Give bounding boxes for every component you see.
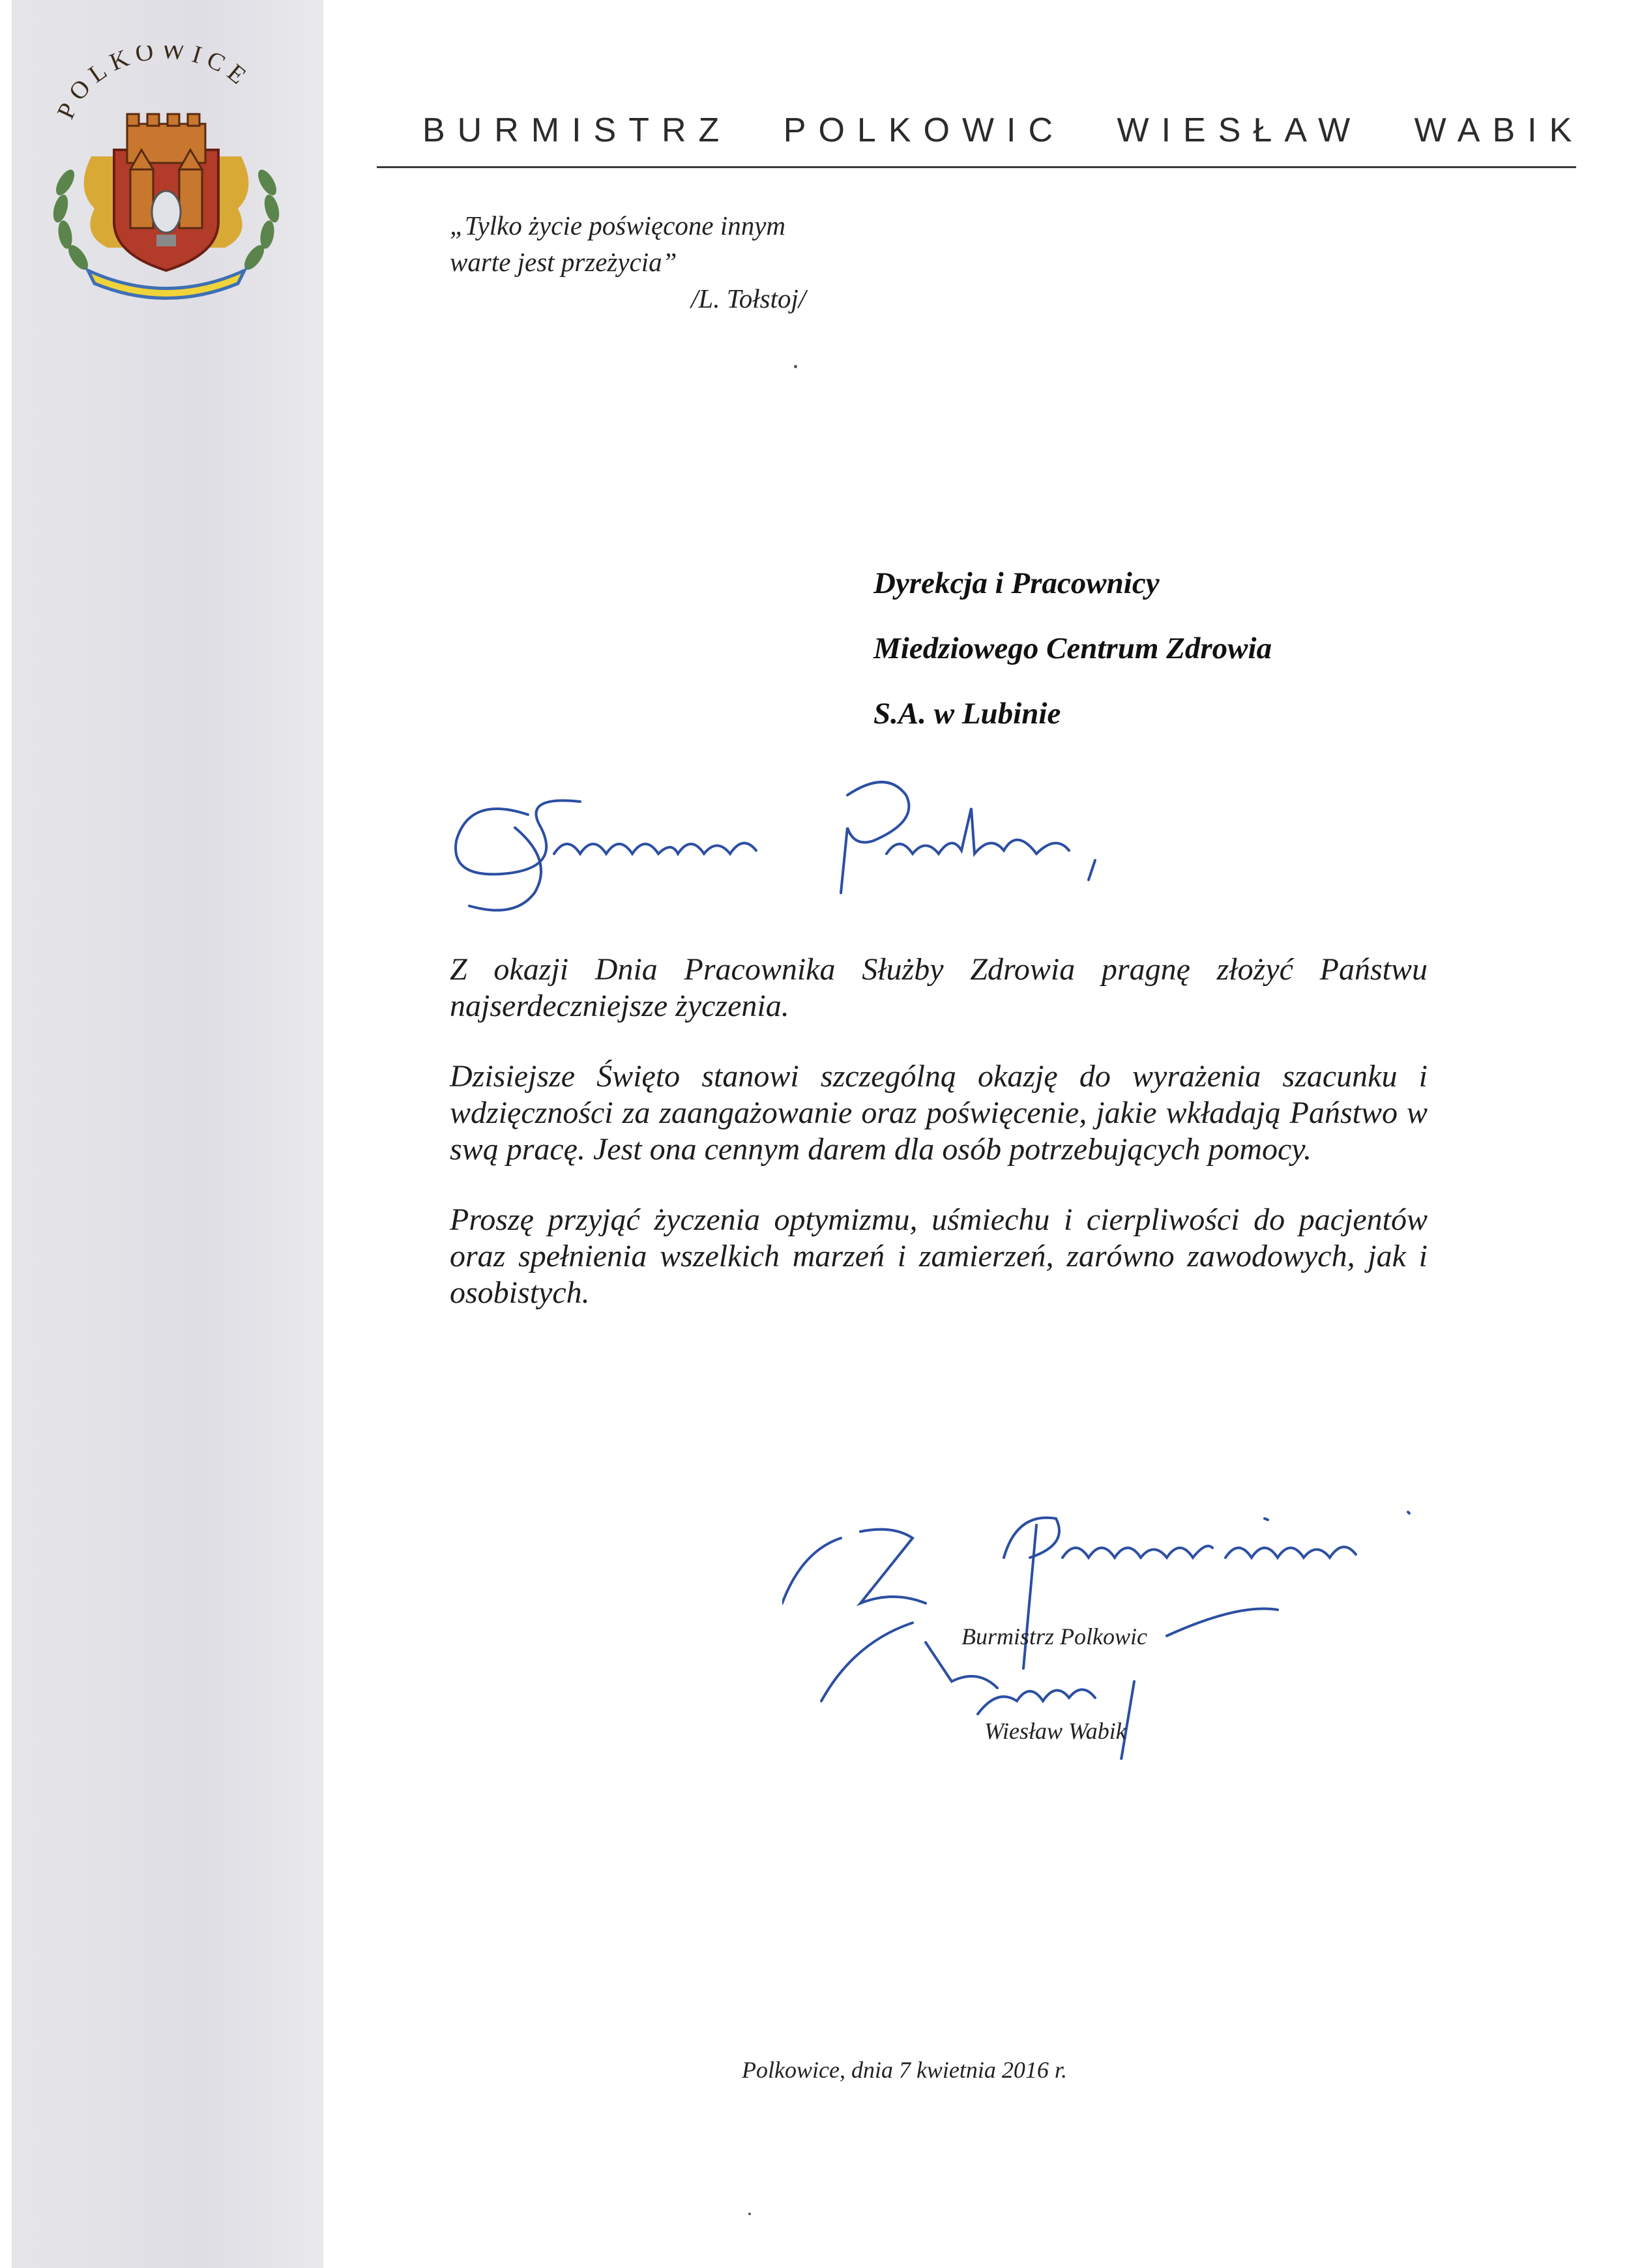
title-word: BURMISTRZ: [422, 111, 732, 149]
title-word: POLKOWIC: [783, 111, 1066, 149]
scan-speck: [794, 365, 797, 368]
motto-line: „Tylko życie poświęcone innym: [450, 211, 786, 240]
handwritten-closing-and-signature: [782, 1473, 1434, 1760]
place-and-date: Polkowice, dnia 7 kwietnia 2016 r.: [742, 2057, 1067, 2083]
letterhead-title: [422, 111, 1614, 150]
signatory-title: Burmistrz Polkowic: [961, 1623, 1147, 1650]
motto-line: warte jest przeżycia”: [450, 247, 677, 277]
recipient-line: S.A. w Lubinie: [873, 697, 1061, 731]
scan-speck: [748, 2213, 751, 2215]
handwritten-salutation: [430, 769, 1147, 938]
closing-handwriting-icon: [782, 1473, 1434, 1760]
polkowice-coat-of-arms: [29, 46, 303, 306]
coat-of-arms-icon: [29, 46, 303, 306]
decorative-sidebar-band: [12, 0, 323, 2268]
body-paragraph: Dzisiejsze Święto stanowi szczególną okazję do wyrażenia szacunku i wdzięczności za zaangażowanie oraz poświęcenie, jakie wkładają Państwo w swą pracę. Jest ona cennym darem dla osób potrzebujących pomocy.: [450, 1059, 1428, 1167]
title-word: WABIK: [1414, 111, 1585, 149]
letter-body: [450, 952, 1428, 1345]
motto-author: /L. Tołstoj/: [691, 284, 806, 313]
recipient-line: Miedziowego Centrum Zdrowia: [873, 632, 1272, 665]
body-paragraph: Z okazji Dnia Pracownika Służby Zdrowia pragnę złożyć Państwu najserdeczniejsze życzenia.: [450, 952, 1428, 1023]
recipient-block: [873, 551, 1272, 746]
recipient-line: Dyrekcja i Pracownicy: [873, 566, 1160, 600]
salutation-handwriting-icon: [430, 769, 1147, 938]
title-word: WIESŁAW: [1117, 111, 1363, 149]
motto-quote: [450, 207, 806, 317]
body-paragraph: Proszę przyjąć życzenia optymizmu, uśmiechu i cierpliwości do pacjentów oraz spełnienia wszelkich marzeń i zamierzeń, zarówno zawodowych, jak i osobistych.: [450, 1202, 1428, 1310]
header-divider: [377, 166, 1576, 168]
svg-text:POLKOWICE: POLKOWICE: [51, 46, 256, 123]
signatory-name: Wiesław Wabik: [984, 1718, 1126, 1744]
